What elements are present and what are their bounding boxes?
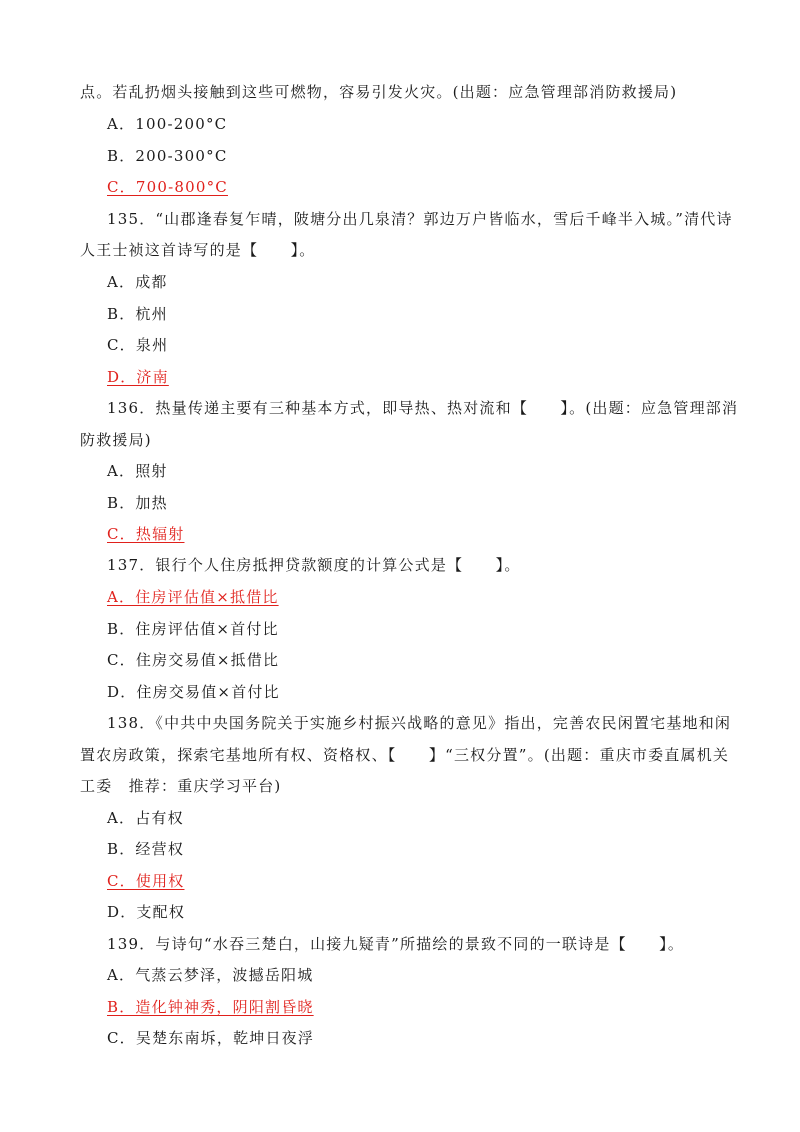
q138-answer-option-c: C．使用权 xyxy=(107,872,185,890)
q137-text: 137．银行个人住房抵押贷款额度的计算公式是【 】。 xyxy=(107,556,521,574)
q138-text-cont-1: 置农房政策，探索宅基地所有权、资格权、【 】“三权分置”。(出题：重庆市委直属机关 xyxy=(80,746,730,764)
q135-text: 135．“山郡逢春复乍晴，陂塘分出几泉清？郭边万户皆临水，雪后千峰半入城。”清代诗 xyxy=(107,210,733,228)
q134-answer-option-c: C．700-800°C xyxy=(107,178,228,196)
q137-answer-option-a: A．住房评估值×抵借比 xyxy=(107,588,279,606)
q139-option-c: C．吴楚东南坼，乾坤日夜浮 xyxy=(107,1029,315,1047)
q135-option-a: A．成都 xyxy=(107,273,168,291)
q139-option-a: A．气蒸云梦泽，波撼岳阳城 xyxy=(107,966,314,984)
q135-answer-option-d: D．济南 xyxy=(107,368,169,386)
q138-option-d: D．支配权 xyxy=(107,903,186,921)
q134-option-b: B．200-300°C xyxy=(107,147,228,165)
q136-answer-option-c: C．热辐射 xyxy=(107,525,185,543)
q134-option-a: A．100-200°C xyxy=(107,115,228,133)
q138-text: 138．《中共中央国务院关于实施乡村振兴战略的意见》指出，完善农民闲置宅基地和闲 xyxy=(107,714,732,732)
q135-option-b: B．杭州 xyxy=(107,305,168,323)
q137-option-c: C．住房交易值×抵借比 xyxy=(107,651,280,669)
q138-text-cont-2: 工委 推荐：重庆学习平台) xyxy=(80,777,282,795)
q138-option-b: B．经营权 xyxy=(107,840,185,858)
q139-answer-option-b: B．造化钟神秀，阴阳割昏晓 xyxy=(107,998,314,1016)
q135-option-c: C．泉州 xyxy=(107,336,169,354)
q136-option-b: B．加热 xyxy=(107,494,168,512)
q139-text: 139．与诗句“水吞三楚白，山接九疑青”所描绘的景致不同的一联诗是【 】。 xyxy=(107,935,685,953)
q136-text-cont: 防救援局) xyxy=(80,431,152,449)
q134-continuation: 点。若乱扔烟头接触到这些可燃物，容易引发火灾。(出题：应急管理部消防救援局) xyxy=(80,83,678,101)
q138-option-a: A．占有权 xyxy=(107,809,184,827)
q136-option-a: A．照射 xyxy=(107,462,168,480)
q137-option-b: B．住房评估值×首付比 xyxy=(107,620,279,638)
q135-text-cont: 人王士祯这首诗写的是【 】。 xyxy=(80,241,316,259)
q136-text: 136．热量传递主要有三种基本方式，即导热、热对流和【 】。(出题：应急管理部消 xyxy=(107,399,739,417)
q137-option-d: D．住房交易值×首付比 xyxy=(107,683,280,701)
